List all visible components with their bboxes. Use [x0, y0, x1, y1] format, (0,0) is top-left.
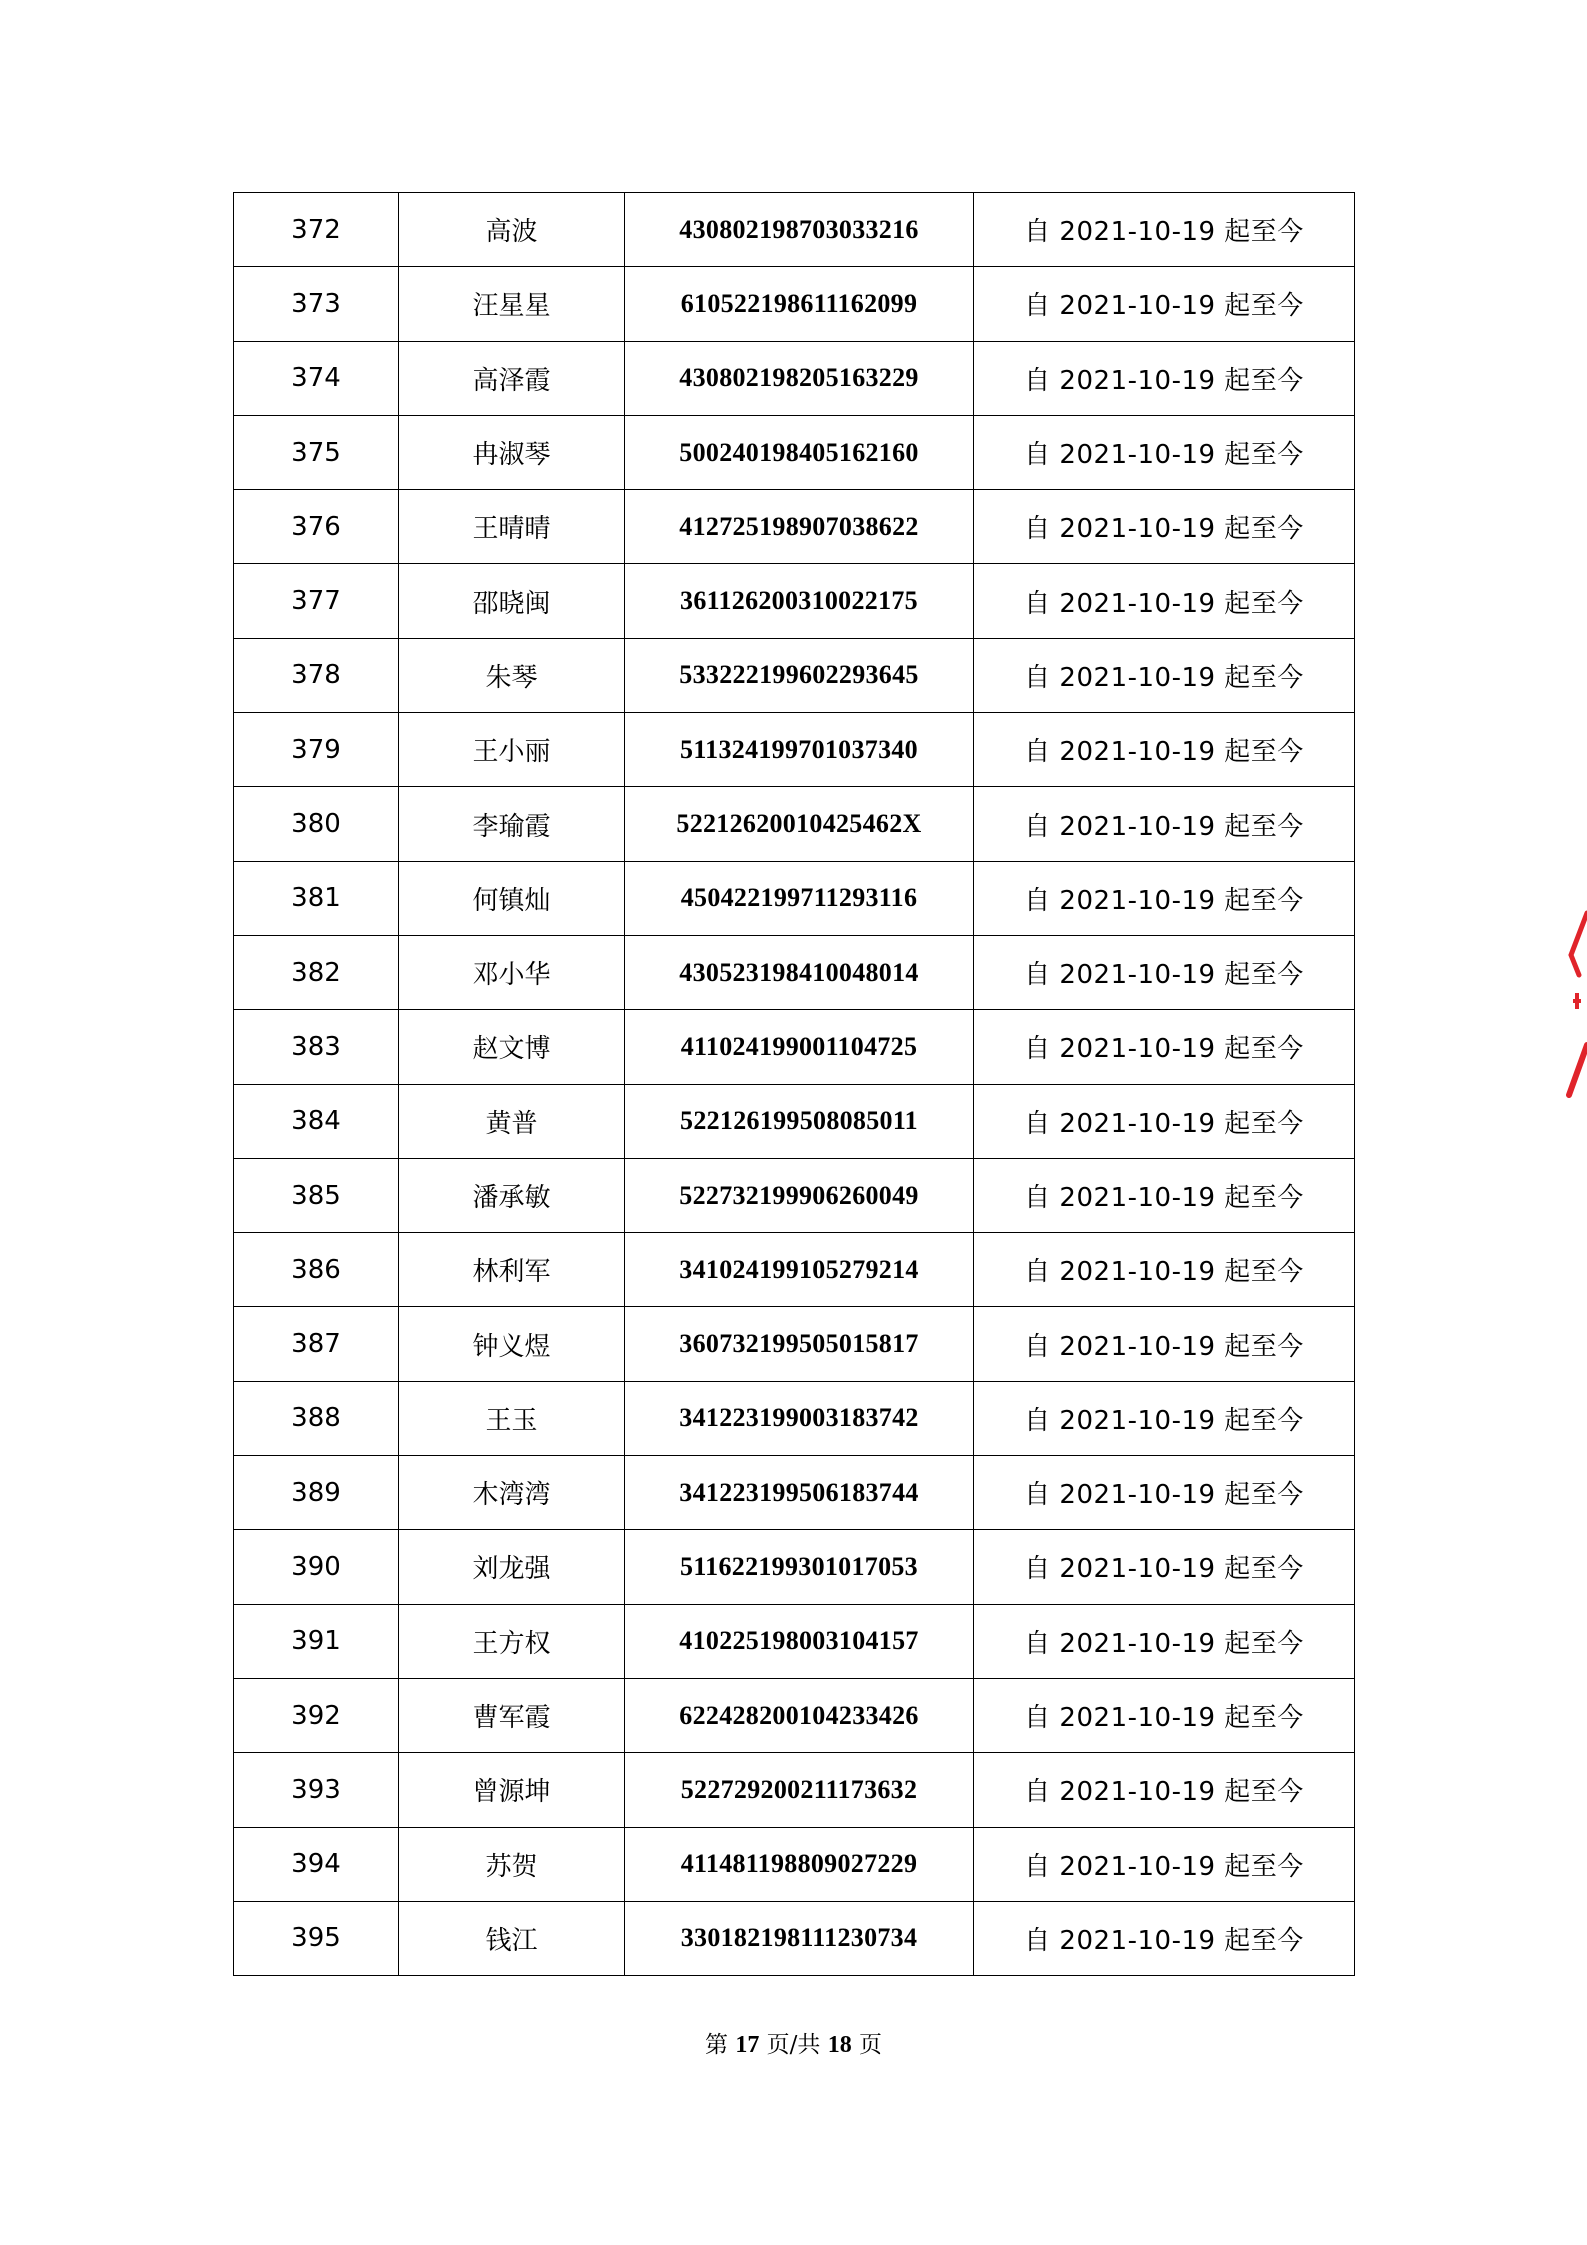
footer-prefix: 第	[705, 2032, 728, 2058]
row-period: 自 2021-10-19 起至今	[974, 638, 1355, 712]
row-period: 自 2021-10-19 起至今	[974, 1010, 1355, 1084]
row-period: 自 2021-10-19 起至今	[974, 193, 1355, 267]
table-row	[234, 415, 1355, 489]
table-row	[234, 193, 1355, 267]
row-period: 自 2021-10-19 起至今	[974, 787, 1355, 861]
row-id-number: 450422199711293116	[625, 861, 974, 935]
table-row	[234, 1753, 1355, 1827]
row-period: 自 2021-10-19 起至今	[974, 1604, 1355, 1678]
row-id-number: 522126199508085011	[625, 1084, 974, 1158]
row-period: 自 2021-10-19 起至今	[974, 1530, 1355, 1604]
row-name: 汪星星	[399, 267, 625, 341]
row-id-number: 410225198003104157	[625, 1604, 974, 1678]
row-period: 自 2021-10-19 起至今	[974, 1753, 1355, 1827]
table-body	[234, 193, 1355, 1976]
table-row	[234, 1084, 1355, 1158]
row-period: 自 2021-10-19 起至今	[974, 267, 1355, 341]
row-period: 自 2021-10-19 起至今	[974, 1456, 1355, 1530]
row-id-number: 341223199003183742	[625, 1381, 974, 1455]
row-period: 自 2021-10-19 起至今	[974, 490, 1355, 564]
row-number: 378	[234, 638, 399, 712]
row-number: 389	[234, 1456, 399, 1530]
row-period: 自 2021-10-19 起至今	[974, 1233, 1355, 1307]
row-number: 377	[234, 564, 399, 638]
row-period: 自 2021-10-19 起至今	[974, 415, 1355, 489]
row-name: 李瑜霞	[399, 787, 625, 861]
table-row	[234, 787, 1355, 861]
row-number: 381	[234, 861, 399, 935]
row-number: 388	[234, 1381, 399, 1455]
row-period: 自 2021-10-19 起至今	[974, 713, 1355, 787]
row-name: 木湾湾	[399, 1456, 625, 1530]
row-number: 383	[234, 1010, 399, 1084]
row-id-number: 330182198111230734	[625, 1901, 974, 1975]
row-number: 382	[234, 935, 399, 1009]
row-id-number: 622428200104233426	[625, 1678, 974, 1752]
row-id-number: 511622199301017053	[625, 1530, 974, 1604]
row-name: 曾源坤	[399, 1753, 625, 1827]
row-name: 潘承敏	[399, 1158, 625, 1232]
table-row	[234, 935, 1355, 1009]
row-id-number: 52212620010425462X	[625, 787, 974, 861]
row-number: 391	[234, 1604, 399, 1678]
row-id-number: 430802198703033216	[625, 193, 974, 267]
table-row	[234, 638, 1355, 712]
row-name: 苏贺	[399, 1827, 625, 1901]
table-row	[234, 1010, 1355, 1084]
row-name: 冉淑琴	[399, 415, 625, 489]
row-number: 373	[234, 267, 399, 341]
row-name: 王小丽	[399, 713, 625, 787]
row-name: 林利军	[399, 1233, 625, 1307]
row-name: 钟义煜	[399, 1307, 625, 1381]
seal-mark	[1573, 993, 1581, 1009]
row-number: 385	[234, 1158, 399, 1232]
row-id-number: 411024199001104725	[625, 1010, 974, 1084]
footer-suffix: 页	[859, 2032, 882, 2058]
table-row	[234, 1530, 1355, 1604]
total-pages-number: 18	[827, 2032, 852, 2058]
table-row	[234, 1233, 1355, 1307]
table-row	[234, 341, 1355, 415]
red-seal-stamp-fragment	[1565, 905, 1587, 1105]
row-id-number: 430523198410048014	[625, 935, 974, 1009]
table-row	[234, 1604, 1355, 1678]
row-id-number: 511324199701037340	[625, 713, 974, 787]
table-row	[234, 1307, 1355, 1381]
row-id-number: 412725198907038622	[625, 490, 974, 564]
row-id-number: 341223199506183744	[625, 1456, 974, 1530]
row-id-number: 500240198405162160	[625, 415, 974, 489]
row-period: 自 2021-10-19 起至今	[974, 1084, 1355, 1158]
row-name: 黄普	[399, 1084, 625, 1158]
table-row	[234, 713, 1355, 787]
row-number: 380	[234, 787, 399, 861]
row-name: 王方权	[399, 1604, 625, 1678]
page-footer	[0, 2026, 1587, 2059]
seal-arc-lower	[1569, 1045, 1587, 1095]
row-name: 钱江	[399, 1901, 625, 1975]
table-row	[234, 1827, 1355, 1901]
row-number: 384	[234, 1084, 399, 1158]
row-number: 394	[234, 1827, 399, 1901]
table-row	[234, 267, 1355, 341]
row-period: 自 2021-10-19 起至今	[974, 935, 1355, 1009]
row-name: 赵文博	[399, 1010, 625, 1084]
row-name: 何镇灿	[399, 861, 625, 935]
table-row	[234, 490, 1355, 564]
row-number: 393	[234, 1753, 399, 1827]
table-row	[234, 1901, 1355, 1975]
row-name: 高波	[399, 193, 625, 267]
row-number: 392	[234, 1678, 399, 1752]
table-row	[234, 564, 1355, 638]
row-number: 374	[234, 341, 399, 415]
row-name: 邓小华	[399, 935, 625, 1009]
row-period: 自 2021-10-19 起至今	[974, 861, 1355, 935]
row-id-number: 430802198205163229	[625, 341, 974, 415]
personnel-table	[233, 192, 1355, 1976]
row-id-number: 522729200211173632	[625, 1753, 974, 1827]
row-id-number: 411481198809027229	[625, 1827, 974, 1901]
row-number: 379	[234, 713, 399, 787]
current-page-number: 17	[735, 2032, 760, 2058]
row-id-number: 533222199602293645	[625, 638, 974, 712]
row-name: 刘龙强	[399, 1530, 625, 1604]
row-period: 自 2021-10-19 起至今	[974, 1307, 1355, 1381]
footer-middle: 页/共	[766, 2032, 821, 2058]
row-name: 王晴晴	[399, 490, 625, 564]
row-period: 自 2021-10-19 起至今	[974, 1827, 1355, 1901]
row-period: 自 2021-10-19 起至今	[974, 564, 1355, 638]
table-row	[234, 1158, 1355, 1232]
row-id-number: 360732199505015817	[625, 1307, 974, 1381]
row-number: 386	[234, 1233, 399, 1307]
row-number: 387	[234, 1307, 399, 1381]
table-row	[234, 861, 1355, 935]
row-name: 邵晓闽	[399, 564, 625, 638]
row-id-number: 361126200310022175	[625, 564, 974, 638]
row-period: 自 2021-10-19 起至今	[974, 1678, 1355, 1752]
row-name: 朱琴	[399, 638, 625, 712]
row-number: 375	[234, 415, 399, 489]
row-id-number: 610522198611162099	[625, 267, 974, 341]
row-name: 高泽霞	[399, 341, 625, 415]
row-id-number: 341024199105279214	[625, 1233, 974, 1307]
row-period: 自 2021-10-19 起至今	[974, 1901, 1355, 1975]
seal-arc	[1571, 913, 1587, 975]
table-row	[234, 1678, 1355, 1752]
row-id-number: 522732199906260049	[625, 1158, 974, 1232]
table-row	[234, 1456, 1355, 1530]
row-period: 自 2021-10-19 起至今	[974, 1381, 1355, 1455]
row-name: 王玉	[399, 1381, 625, 1455]
table-row	[234, 1381, 1355, 1455]
row-name: 曹军霞	[399, 1678, 625, 1752]
row-period: 自 2021-10-19 起至今	[974, 341, 1355, 415]
row-period: 自 2021-10-19 起至今	[974, 1158, 1355, 1232]
row-number: 390	[234, 1530, 399, 1604]
row-number: 372	[234, 193, 399, 267]
row-number: 376	[234, 490, 399, 564]
row-number: 395	[234, 1901, 399, 1975]
